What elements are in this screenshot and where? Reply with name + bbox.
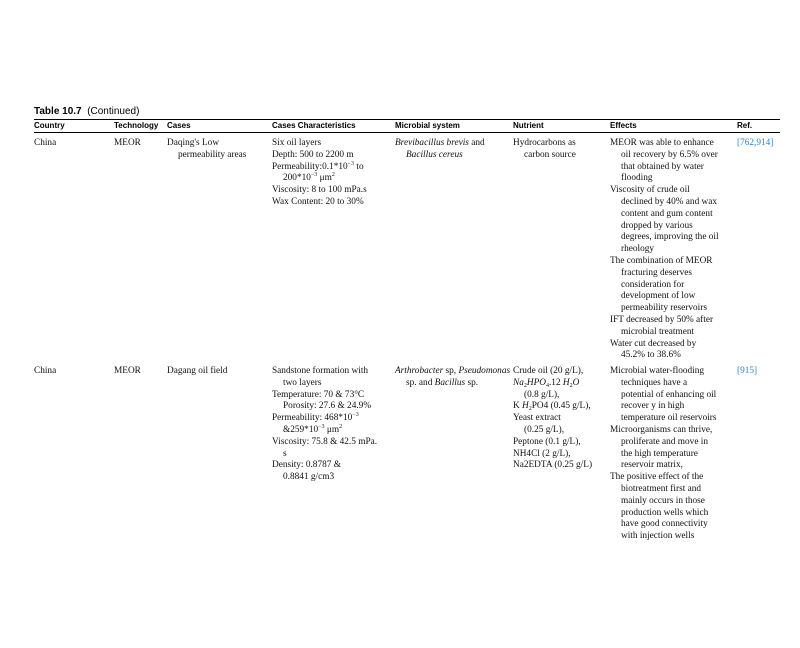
row2-char-line: two layers	[283, 377, 322, 388]
table-number: Table 10.7	[34, 106, 82, 117]
header-bottom-rule	[34, 132, 780, 133]
row2-effect-line: temperature oil reservoirs	[621, 413, 717, 424]
table-continued-label: (Continued)	[87, 106, 140, 117]
header-ref: Ref.	[737, 121, 753, 130]
row2-effect-line: with injection wells	[621, 531, 695, 542]
row2-char-line: Sandstone formation with	[272, 366, 369, 376]
row2-microbial-system	[395, 366, 510, 390]
row1-char-line: $200*10^{-3}$ $\mu m^2$	[283, 172, 335, 184]
row2-char-line: Temperature: 70 & 73°C	[272, 389, 365, 400]
row1-effect-line: development of low	[621, 291, 696, 302]
row1-effects	[610, 138, 719, 362]
row1-effect-line: consideration for	[621, 279, 685, 290]
row1-char-line: Wax Content: 20 to 30%	[272, 196, 364, 207]
row1-country: China	[34, 138, 57, 148]
row1-effect-line: content and gum content	[621, 208, 713, 219]
row2-effect-line: the high temperature	[621, 448, 698, 459]
row2-effect-line: The positive effect of the	[610, 472, 704, 483]
row2-effect-line: Microorganisms can thrive,	[610, 424, 713, 435]
row2-effect-line: have good connectivity	[621, 519, 708, 530]
row1-effect-line: degrees, improving the oil	[621, 232, 719, 243]
row1-characteristics	[272, 138, 367, 209]
header-top-rule	[34, 119, 780, 120]
row2-effect-line: potential of enhancing oil	[621, 389, 717, 400]
row1-effect-line: fracturing deserves	[621, 267, 692, 278]
row2-char-line: $\&259*10^{-3}$ $\mu m^2$	[283, 423, 343, 435]
row1-char-line: $Permeability:0.1*10^{-3}$ to	[272, 160, 364, 172]
header-technology: Technology	[114, 121, 159, 130]
row2-nutrient-line: K $H_2PO4$ (0.45 g/L),	[513, 401, 591, 413]
row1-microbial-line: Brevibacillus brevis and	[395, 138, 485, 148]
row1-effect-line: permeability reservoirs	[621, 303, 707, 314]
row2-nutrient-line: Peptone (0.1 g/L),	[513, 436, 581, 447]
row1-effect-line: Viscosity of crude oil	[610, 185, 690, 196]
row2-char-line: Density: 0.8787 &	[272, 460, 341, 471]
row2-nutrient-line: $Na_2HPO_4.12$ $H_2O$	[513, 377, 580, 389]
row2-char-line: 0.8841 g/cm3	[283, 472, 335, 483]
row1-effect-line: dropped by various	[621, 220, 693, 231]
header-cases-characteristics: Cases Characteristics	[272, 121, 356, 130]
row2-effect-line: mainly occurs in those	[621, 495, 705, 506]
row1-microbial-system	[395, 138, 485, 162]
table-title	[34, 106, 139, 117]
row2-char-line: Permeability: $468*10^{-3}$	[272, 412, 359, 424]
row2-country: China	[34, 366, 57, 376]
row2-nutrient-line: (0.25 g/L),	[524, 424, 565, 435]
row2-effect-line: proliferate and move in	[621, 436, 708, 447]
row2-nutrient-line: NH4Cl (2 g/L),	[513, 448, 571, 459]
header-effects: Effects	[610, 121, 637, 130]
row2-nutrient-line: Yeast extract	[513, 413, 561, 424]
row1-char-line: Viscosity: 8 to 100 mPa.s	[272, 185, 367, 196]
row1-char-line: Six oil layers	[272, 138, 322, 148]
row2-effect-line: techniques have a	[621, 377, 688, 388]
row1-nutrient-line: carbon source	[524, 149, 576, 160]
row2-effect-line: production wells which	[621, 507, 709, 518]
row1-effect-line: microbial treatment	[621, 326, 695, 337]
row2-effect-line: recover y in high	[621, 401, 685, 412]
row1-effect-line: oil recovery by 6.5% over	[621, 149, 718, 160]
row1-technology: MEOR	[114, 138, 141, 148]
row2-char-line: s	[283, 448, 287, 459]
row2-nutrient-line: Crude oil (20 g/L),	[513, 366, 584, 376]
header-country: Country	[34, 121, 65, 130]
row1-cases	[167, 138, 246, 162]
row1-cases-line: permeability areas	[178, 149, 247, 160]
row2-char-line: Viscosity: 75.8 & 42.5 mPa.	[272, 436, 378, 447]
row2-effect-line: biotreatment first and	[621, 483, 702, 494]
row2-nutrient	[513, 366, 592, 472]
row2-nutrient-line: (0.8 g/L),	[524, 389, 560, 400]
row1-effect-line: IFT decreased by 50% after	[610, 314, 714, 325]
row2-microbial-line: Arthrobacter sp, Pseudomonas	[395, 366, 511, 376]
header-cases: Cases	[167, 121, 191, 130]
row1-effect-line: 45.2% to 38.6%	[621, 350, 681, 361]
row1-effect-line: flooding	[621, 173, 653, 184]
row2-ref-link[interactable]: [915]	[737, 366, 758, 376]
header-microbial-system: Microbial system	[395, 121, 460, 130]
row2-cases-line: Dagang oil field	[167, 366, 228, 376]
row1-microbial-line: Bacillus cereus	[406, 149, 463, 160]
row1-ref-link[interactable]: [762,914]	[737, 138, 774, 148]
row1-effect-line: rheology	[621, 244, 655, 255]
row1-nutrient	[513, 138, 576, 162]
row2-microbial-line: sp. and Bacillus sp.	[406, 377, 479, 388]
row2-nutrient-line: Na2EDTA (0.25 g/L)	[513, 460, 593, 471]
row2-effect-line: Microbial water-flooding	[610, 366, 705, 376]
header-nutrient: Nutrient	[513, 121, 544, 130]
row1-cases-line: Daqing's Low	[167, 138, 220, 148]
row1-effect-line: Water cut decreased by	[610, 338, 697, 349]
row2-effects	[610, 366, 717, 543]
row1-effect-line: that obtained by water	[621, 161, 704, 172]
row1-char-line: Depth: 500 to 2200 m	[272, 149, 354, 160]
row1-effect-line: declined by 40% and wax	[621, 196, 718, 207]
row1-effect-line: MEOR was able to enhance	[610, 138, 714, 148]
row1-nutrient-line: Hydrocarbons as	[513, 138, 576, 148]
row2-char-line: Porosity: 27.6 & 24.9%	[283, 401, 372, 412]
row2-characteristics	[272, 366, 377, 484]
row2-technology: MEOR	[114, 366, 141, 376]
row2-effect-line: reservoir matrix,	[621, 460, 683, 471]
row2-cases	[167, 366, 227, 378]
row1-effect-line: The combination of MEOR	[610, 255, 713, 266]
